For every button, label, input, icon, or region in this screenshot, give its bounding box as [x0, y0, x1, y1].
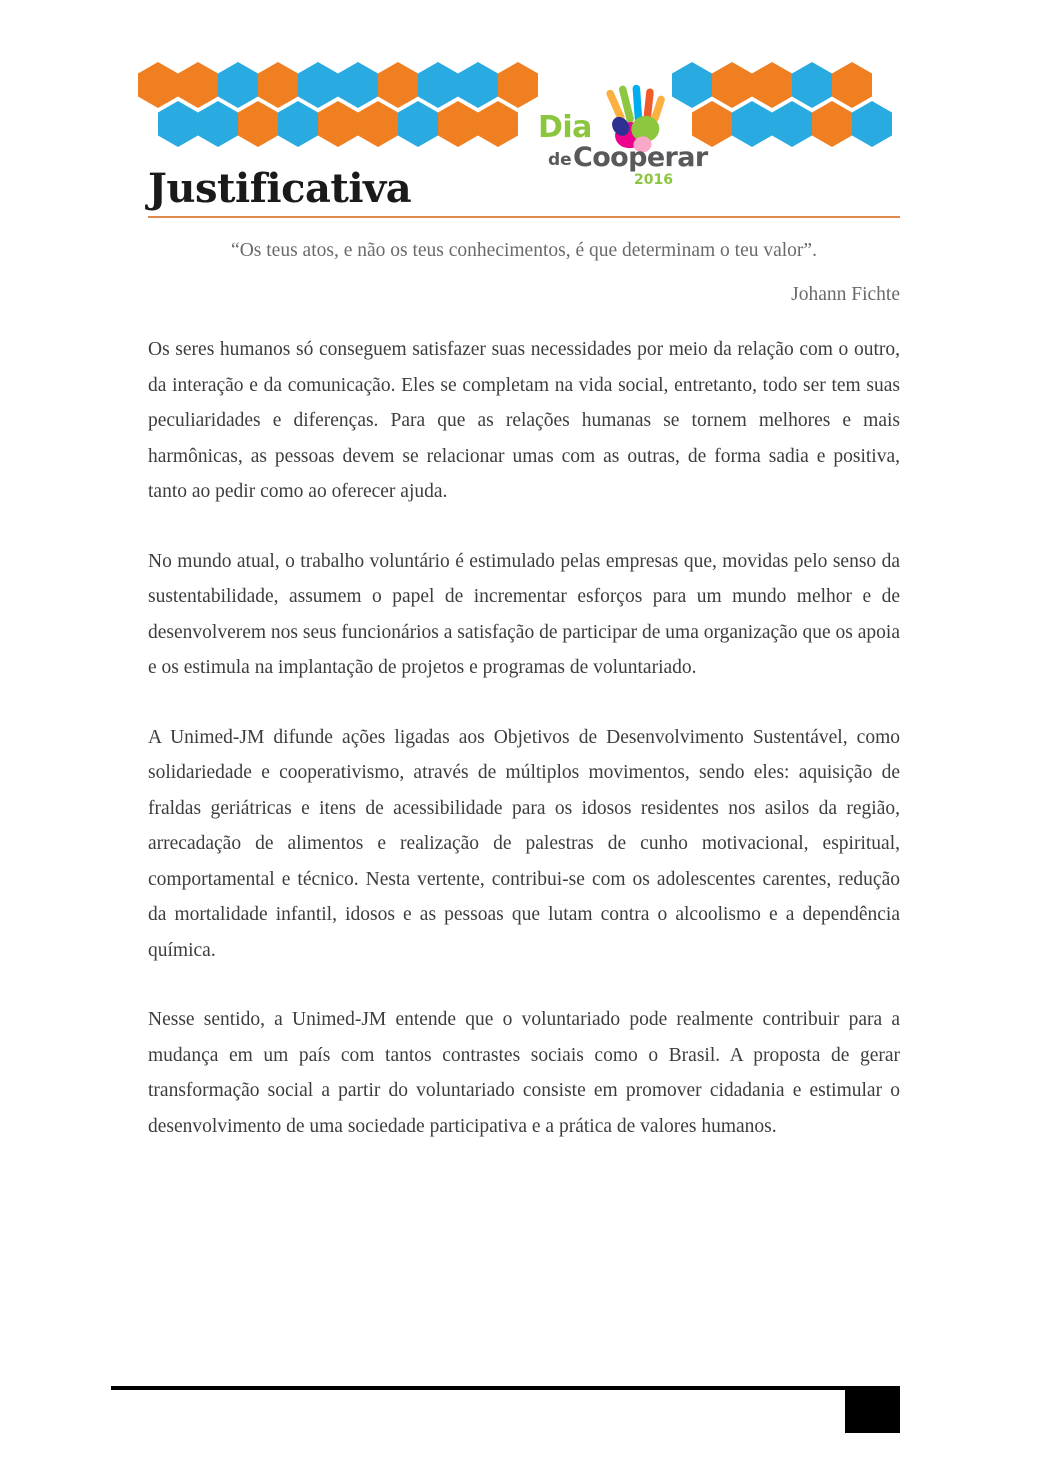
quote-text: “Os teus atos, e não os teus conhecimentos, é que determinam o teu valor”. [231, 240, 817, 261]
logo-text-dia: Dia [538, 110, 592, 145]
hexagon-orange [438, 101, 478, 147]
hexagon-orange [478, 101, 518, 147]
paragraph: No mundo atual, o trabalho voluntário é estimulado pelas empresas que, movidas pelo senso da sustentabilidade, assumem o papel de incrementar esforços para um mundo melhor e de desenvolverem nos seus funcionários a satisfação de participar de uma organização que os apoia e os estimula na implantação de projetos e programas de voluntariado. [148, 550, 900, 678]
hexagon-orange [238, 101, 278, 147]
hexagon-row-bottom [692, 101, 892, 147]
logo-text-de: de [548, 150, 572, 170]
paragraph: A Unimed-JM difunde ações ligadas aos Objetivos de Desenvolvimento Sustentável, como solidariedade e cooperativismo, através de múltiplos movimentos, sendo eles: aquisição de fraldas geriátricas e itens de acessibilidade para os idosos residentes nos asilos da região, arrecadação de alimentos e realização de palestras de cunho motivacional, espiritual, comportamental e técnico. Nesta vertente, contribui-se com os adolescentes carentes, redução da mortalidade infantil, idosos e as pessoas que lutam contra o alcoolismo e a dependência química. [148, 726, 900, 961]
hexagon-orange [358, 101, 398, 147]
hexagon-blue [278, 101, 318, 147]
hexagon-blue [732, 101, 772, 147]
hexagon-orange [812, 101, 852, 147]
hexagon-blue [772, 101, 812, 147]
hexagon-orange [692, 101, 732, 147]
paragraph: Os seres humanos só conseguem satisfazer suas necessidades por meio da relação com o outro, da interação e da comunicação. Eles se completam na vida social, entretanto, todo ser tem suas peculiaridades e diferenças. Para que as relações humanas se tornem melhores e mais harmônicas, as pessoas devem se relacionar umas com as outras, de forma sadia e positiva, tanto ao pedir como ao oferecer ajuda. [148, 339, 900, 502]
hexagon-blue [852, 101, 892, 147]
hexagon-row-bottom [158, 101, 518, 147]
page-footer [0, 1386, 1040, 1446]
hexagon-blue [158, 101, 198, 147]
hexagon-blue [398, 101, 438, 147]
footer-redaction-block [845, 1386, 900, 1433]
quote-author: Johann Fichte [791, 284, 900, 305]
title-block [148, 165, 900, 218]
footer-rule [111, 1386, 900, 1390]
page-title: Justificativa [148, 165, 412, 212]
header-banner [0, 40, 1040, 188]
body-text [148, 332, 900, 1144]
hexagon-blue [198, 101, 238, 147]
paragraph: Nesse sentido, a Unimed-JM entende que o voluntariado pode realmente contribuir para a mudança em um país com tantos contrastes sociais como o Brasil. A proposta de gerar transformação social a partir do voluntariado consiste em promover cidadania e estimular o desenvolvimento de uma sociedade participativa e a prática de valores humanos. [148, 1009, 900, 1137]
epigraph-block [148, 236, 900, 310]
logo-text-year: 2016 [634, 172, 673, 188]
title-underline-rule [148, 216, 900, 218]
hexagon-orange [318, 101, 358, 147]
logo-text-cooperar: Cooperar [573, 142, 708, 173]
